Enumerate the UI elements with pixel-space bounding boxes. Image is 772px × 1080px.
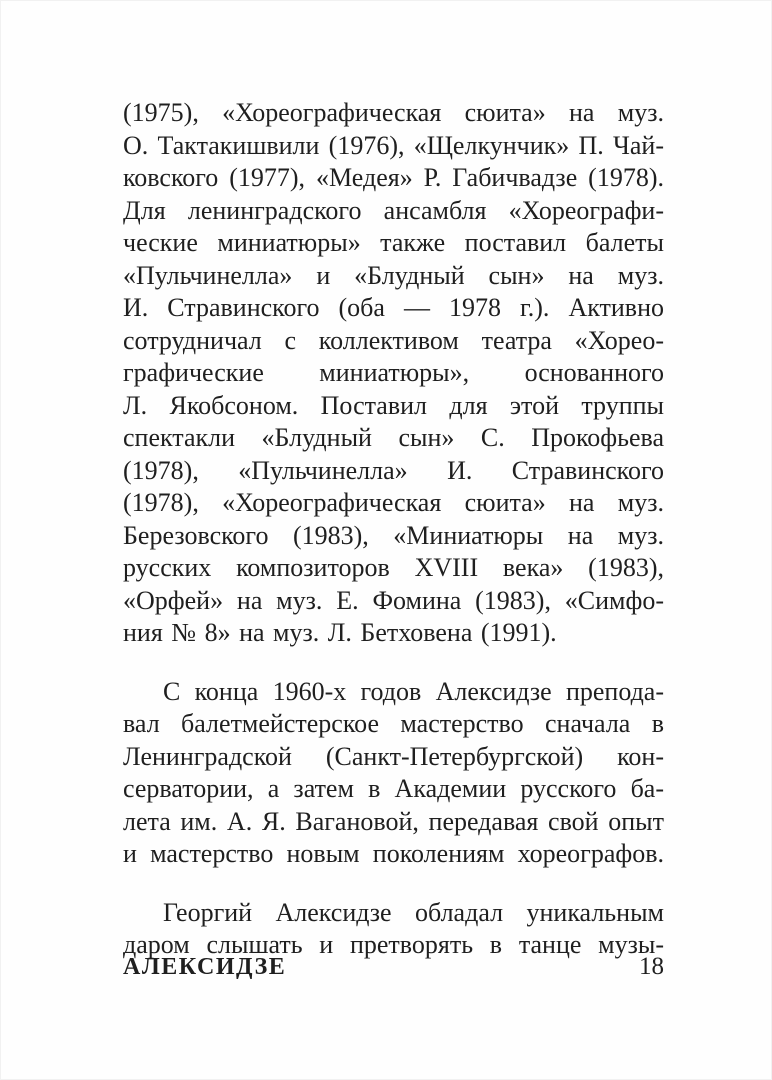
text-line: русских композиторов XVIII века» (1983), <box>123 553 664 582</box>
text-line: (1975), «Хореографическая сюита» на муз. <box>123 98 664 127</box>
page-footer <box>123 952 664 982</box>
text-line: сотрудничал с коллективом театра «Хорео- <box>123 325 664 355</box>
text-line: «Пульчинелла» и «Блудный сын» на муз. <box>123 260 664 290</box>
text-line: Ленинградской (Санкт-Петербургской) кон- <box>123 741 664 771</box>
page-number: 18 <box>639 953 664 980</box>
text-line: лета им. А. Я. Вагановой, передавая свой опыт <box>123 806 664 836</box>
text-line: И. Стравинского (оба — 1978 г.). Активно <box>123 293 664 322</box>
text-line: Л. Якобсоном. Поставил для этой труппы <box>123 390 664 420</box>
text-line: и мастерство новым поколениям хореографов. <box>123 839 664 868</box>
text-line: спектакли «Блудный сын» С. Прокофьева <box>123 423 664 452</box>
text-line: «Орфей» на муз. Е. Фомина (1983), «Симфо- <box>123 585 664 615</box>
text-line: Для ленинградского ансамбля «Хореографи- <box>123 195 664 225</box>
text-line: графические миниатюры», основанного <box>123 358 664 387</box>
text-line: серватории, а затем в Академии русского ба- <box>123 774 664 803</box>
text-line: ческие миниатюры» также поставил балеты <box>123 228 664 257</box>
text-line: Березовского (1983), «Миниатюры на муз. <box>123 520 664 550</box>
text-line: О. Тактакишвили (1976), «Щелкунчик» П. Чай- <box>123 130 664 160</box>
text-line: вал балетмейстерское мастерство сначала в <box>123 709 664 738</box>
text-line: ния № 8» на муз. Л. Бетховена (1991). <box>123 618 557 647</box>
text-line: С конца 1960-х годов Алексидзе препода- <box>163 676 664 706</box>
body-text <box>123 97 664 988</box>
text-line: Георгий Алексидзе обладал уникальным <box>163 897 664 927</box>
text-line: (1978), «Пульчинелла» И. Стравинского <box>123 455 664 485</box>
text-line: ковского (1977), «Медея» Р. Габичвадзе (1978). <box>123 163 664 192</box>
text-line: даром слышать и претворять в танце музы- <box>123 930 664 959</box>
running-title: АЛЕКСИДЗЕ <box>123 954 287 980</box>
text-line: (1978), «Хореографическая сюита» на муз. <box>123 488 664 517</box>
